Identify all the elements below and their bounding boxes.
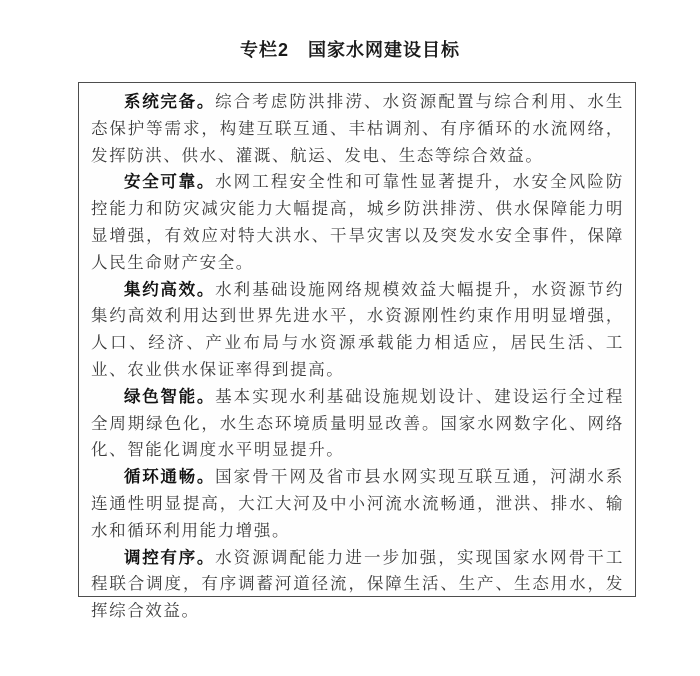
paragraph-systematic (91, 89, 624, 169)
body-safety: 水网工程安全性和可靠性显著提升，水安全风险防控能力和防灾减灾能力大幅提高，城乡防洪排涝、供水保障能力明显增强，有效应对特大洪水、干旱灾害以及突发水安全事件，保障人民生命财产安全。 (91, 172, 625, 272)
paragraph-efficiency (91, 277, 624, 384)
term-systematic: 系统完备。 (124, 93, 216, 111)
term-green-smart: 绿色智能。 (124, 387, 216, 406)
body-circulation: 国家骨干网及省市县水网实现互联互通，河湖水系连通性明显提高，大江大河及中小河流水流畅通，泄洪、排水、输水和循环利用能力增强。 (91, 467, 625, 540)
term-safety: 安全可靠。 (124, 173, 216, 192)
body-green-smart: 基本实现水利基础设施规划设计、建设运行全过程全周期绿色化，水生态环境质量明显改善。国家水网数字化、网络化、智能化调度水平明显提升。 (91, 386, 625, 460)
paragraph-circulation (91, 464, 624, 544)
page-title: 专栏2 国家水网建设目标 (239, 40, 460, 60)
paragraph-green-smart (91, 384, 624, 464)
paragraph-safety (91, 169, 624, 276)
term-circulation: 循环通畅。 (124, 468, 216, 487)
body-efficiency: 水利基础设施网络规模效益大幅提升，水资源节约集约高效利用达到世界先进水平，水资源刚性约束作用明显增强，人口、经济、产业布局与水资源承载能力相适应，居民生活、工业、农业供水保证率得到提高。 (91, 279, 625, 379)
goal-box (78, 82, 636, 621)
term-regulation: 调控有序。 (124, 548, 216, 567)
term-efficiency: 集约高效。 (124, 280, 216, 299)
paragraph-regulation (91, 545, 624, 625)
body-regulation: 水资源调配能力进一步加强，实现国家水网骨干工程联合调度，有序调蓄河道径流，保障生活、生产、生态用水，发挥综合效益。 (91, 547, 625, 621)
body-systematic: 综合考虑防洪排涝、水资源配置与综合利用、水生态保护等需求，构建互联互通、丰枯调剂、有序循环的水流网络，发挥防洪、供水、灌溉、航运、发电、生态等综合效益。 (91, 92, 625, 165)
